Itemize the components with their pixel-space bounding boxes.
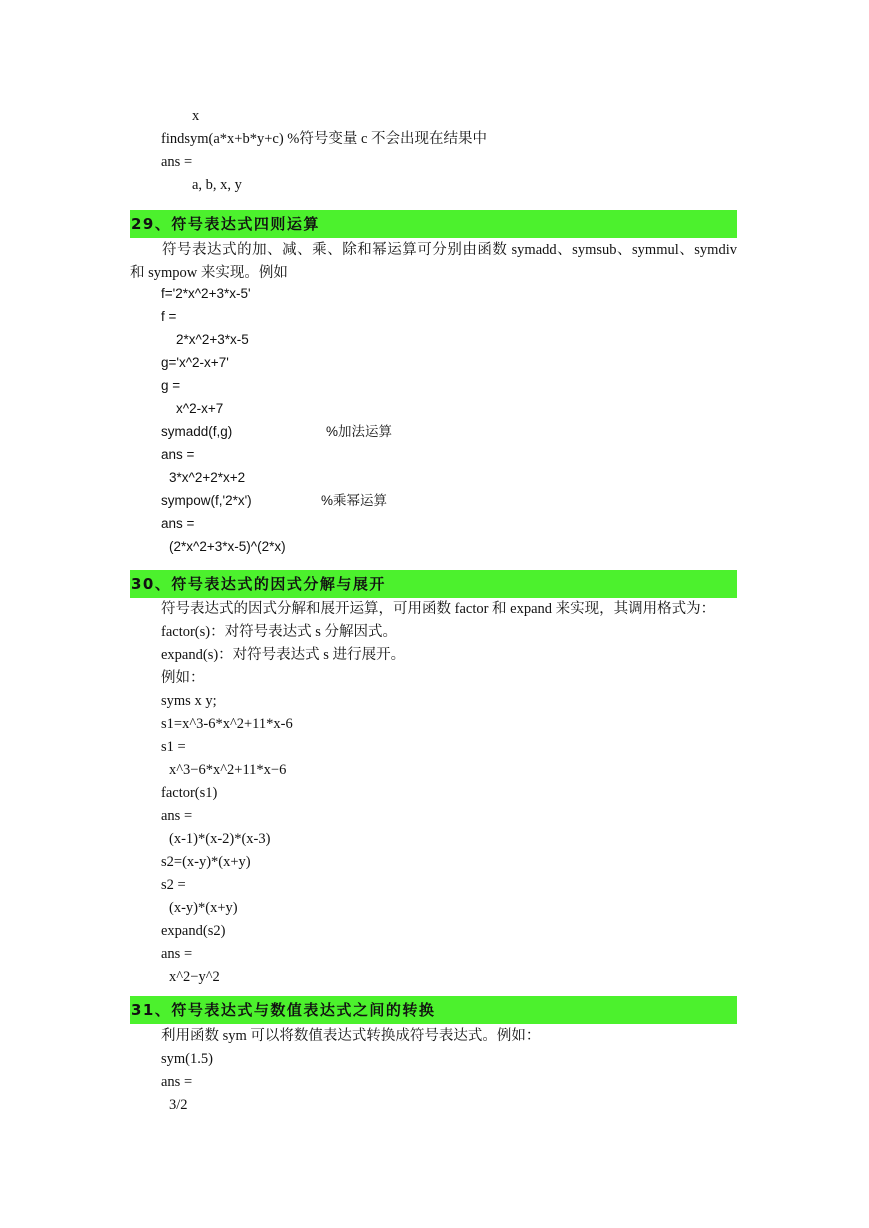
- code-line: 2*x^2+3*x-5: [176, 332, 249, 347]
- text-line: expand(s)：对符号表达式 s 进行展开。: [161, 647, 406, 663]
- code-line: sym(1.5): [161, 1051, 213, 1067]
- code-line: sympow(f,'2*x'): [161, 493, 252, 508]
- code-output-vars: a, b, x, y: [192, 177, 242, 193]
- code-line: ans =: [161, 1074, 193, 1090]
- code-line: (x-1)*(x-2)*(x-3): [169, 831, 271, 847]
- text-line: factor(s)：对符号表达式 s 分解因式。: [161, 624, 397, 640]
- code-line: 3/2: [169, 1097, 188, 1113]
- code-line: syms x y;: [161, 693, 217, 709]
- code-line: s2=(x-y)*(x+y): [161, 854, 251, 870]
- code-line: factor(s1): [161, 785, 218, 801]
- code-line: ans =: [161, 516, 195, 531]
- text-line: 例如：: [161, 670, 205, 686]
- section-31-intro: 利用函数 sym 可以将数值表达式转换成符号表达式。例如：: [161, 1028, 541, 1044]
- section-30-intro: 符号表达式的因式分解和展开运算，可用函数 factor 和 expand 来实现，其调用格式为：: [161, 601, 716, 617]
- code-line: s1=x^3-6*x^2+11*x-6: [161, 716, 293, 732]
- code-line: x^2−y^2: [169, 969, 220, 985]
- code-comment: %乘幂运算: [321, 493, 388, 508]
- code-line: s2 =: [161, 877, 186, 893]
- section-heading-30: 30、符号表达式的因式分解与展开: [130, 570, 737, 598]
- code-line: ans =: [161, 808, 193, 824]
- code-findsym: findsym(a*x+b*y+c) %符号变量 c 不会出现在结果中: [161, 131, 488, 147]
- code-line: g =: [161, 378, 181, 393]
- code-line: (2*x^2+3*x-5)^(2*x): [169, 539, 286, 554]
- code-line: symadd(f,g): [161, 424, 233, 439]
- code-line: x^3−6*x^2+11*x−6: [169, 762, 287, 778]
- section-heading-29: 29、符号表达式四则运算: [130, 210, 737, 238]
- code-line: x^2-x+7: [176, 401, 224, 416]
- code-line: ans =: [161, 447, 195, 462]
- code-line: s1 =: [161, 739, 186, 755]
- code-ans: ans =: [161, 154, 193, 170]
- code-line: expand(s2): [161, 923, 226, 939]
- code-line: f =: [161, 309, 177, 324]
- code-output-x: x: [192, 108, 200, 124]
- code-line: 3*x^2+2*x+2: [169, 470, 246, 485]
- code-line: (x-y)*(x+y): [169, 900, 238, 916]
- code-line: g='x^2-x+7': [161, 355, 229, 370]
- code-line: f='2*x^2+3*x-5': [161, 286, 251, 301]
- section-heading-31: 31、符号表达式与数值表达式之间的转换: [130, 996, 737, 1024]
- section-29-intro: 符号表达式的加、减、乘、除和幂运算可分别由函数 symadd、symsub、symmul、symdiv 和 sympow 来实现。例如: [130, 242, 737, 281]
- code-line: ans =: [161, 946, 193, 962]
- code-comment: %加法运算: [326, 424, 393, 439]
